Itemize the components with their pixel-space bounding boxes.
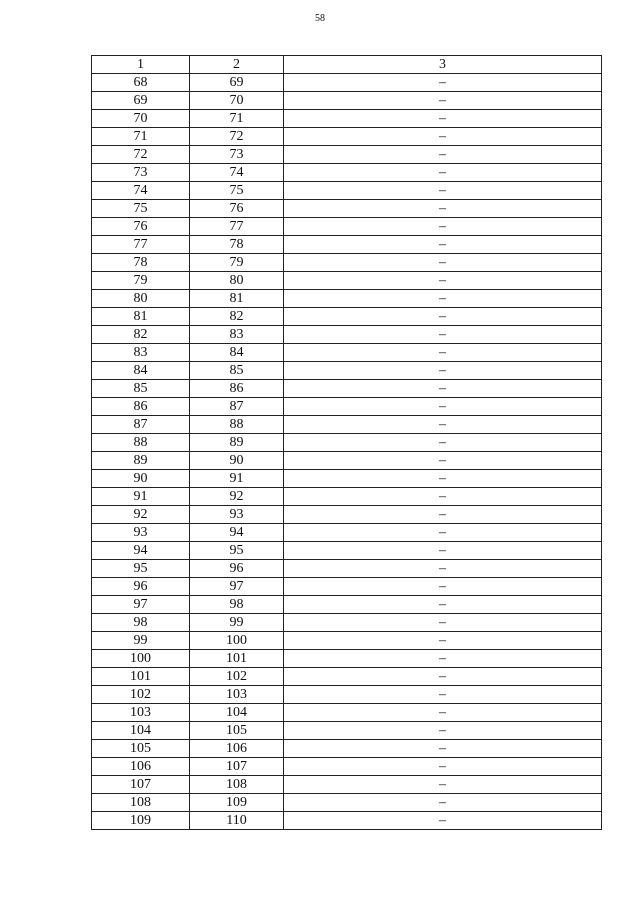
table-cell: – [284, 272, 602, 290]
table-cell: 79 [92, 272, 190, 290]
table-row [92, 632, 602, 650]
table-cell: 81 [92, 308, 190, 326]
table-cell: 103 [190, 686, 284, 704]
table-cell: – [284, 110, 602, 128]
table-cell: 81 [190, 290, 284, 308]
table-cell: – [284, 380, 602, 398]
table-cell: – [284, 290, 602, 308]
table-cell: – [284, 326, 602, 344]
table-cell: 85 [92, 380, 190, 398]
table-cell: 101 [92, 668, 190, 686]
table-cell: 96 [190, 560, 284, 578]
table-row [92, 650, 602, 668]
table-row [92, 524, 602, 542]
table-cell: – [284, 704, 602, 722]
table-row [92, 758, 602, 776]
table-cell: 73 [92, 164, 190, 182]
table-cell: – [284, 614, 602, 632]
table-cell: – [284, 146, 602, 164]
table-cell: 88 [92, 434, 190, 452]
table-cell: 89 [190, 434, 284, 452]
table-cell: 80 [190, 272, 284, 290]
table-row [92, 254, 602, 272]
table-row [92, 362, 602, 380]
table-cell: 72 [92, 146, 190, 164]
table-cell: 94 [190, 524, 284, 542]
table-cell: 89 [92, 452, 190, 470]
table-cell: – [284, 308, 602, 326]
table-cell: – [284, 488, 602, 506]
table-cell: – [284, 434, 602, 452]
table-cell: – [284, 758, 602, 776]
table-row [92, 686, 602, 704]
table-row [92, 776, 602, 794]
table-row [92, 308, 602, 326]
table-cell: – [284, 398, 602, 416]
table-cell: 97 [92, 596, 190, 614]
table-cell: 109 [92, 812, 190, 830]
table-row [92, 398, 602, 416]
table-row [92, 542, 602, 560]
table-row [92, 506, 602, 524]
table-row [92, 380, 602, 398]
table-cell: 99 [190, 614, 284, 632]
table-cell: – [284, 416, 602, 434]
header-cell: 1 [92, 56, 190, 74]
table-row [92, 272, 602, 290]
table-cell: 95 [92, 560, 190, 578]
table-row [92, 614, 602, 632]
table-cell: 86 [92, 398, 190, 416]
table-cell: 105 [190, 722, 284, 740]
table-row [92, 560, 602, 578]
table-cell: – [284, 650, 602, 668]
table-cell: – [284, 254, 602, 272]
table-cell: 78 [92, 254, 190, 272]
table-cell: – [284, 344, 602, 362]
table-cell: 71 [190, 110, 284, 128]
table-cell: – [284, 542, 602, 560]
table-cell: 100 [190, 632, 284, 650]
table-cell: – [284, 200, 602, 218]
table-cell: 83 [92, 344, 190, 362]
table-row [92, 236, 602, 254]
table-row [92, 128, 602, 146]
table-row [92, 416, 602, 434]
table-cell: – [284, 164, 602, 182]
table-cell: 71 [92, 128, 190, 146]
table-cell: 73 [190, 146, 284, 164]
table-row [92, 488, 602, 506]
table-cell: 87 [190, 398, 284, 416]
table-cell: 98 [190, 596, 284, 614]
table-cell: 74 [92, 182, 190, 200]
table-cell: 68 [92, 74, 190, 92]
table-row [92, 218, 602, 236]
table-row [92, 470, 602, 488]
table-cell: 87 [92, 416, 190, 434]
table-cell: 70 [92, 110, 190, 128]
table-cell: – [284, 92, 602, 110]
table-cell: 107 [92, 776, 190, 794]
table-row [92, 578, 602, 596]
table-cell: – [284, 722, 602, 740]
table-cell: 94 [92, 542, 190, 560]
table-cell: 91 [190, 470, 284, 488]
table-row [92, 722, 602, 740]
table-cell: – [284, 560, 602, 578]
table-cell: 108 [190, 776, 284, 794]
table-cell: 69 [190, 74, 284, 92]
table-cell: 72 [190, 128, 284, 146]
table-cell: 69 [92, 92, 190, 110]
header-cell: 3 [284, 56, 602, 74]
table-cell: 95 [190, 542, 284, 560]
table-cell: 82 [190, 308, 284, 326]
table-row [92, 596, 602, 614]
table-cell: 102 [92, 686, 190, 704]
table-cell: – [284, 506, 602, 524]
table-cell: 76 [190, 200, 284, 218]
table-cell: – [284, 524, 602, 542]
table-cell: 90 [190, 452, 284, 470]
table-cell: 93 [190, 506, 284, 524]
table-cell: 93 [92, 524, 190, 542]
table-cell: 86 [190, 380, 284, 398]
table-cell: 91 [92, 488, 190, 506]
data-table [91, 55, 602, 830]
table-cell: 84 [190, 344, 284, 362]
table-cell: – [284, 776, 602, 794]
table-row [92, 74, 602, 92]
table-cell: 83 [190, 326, 284, 344]
table-cell: 82 [92, 326, 190, 344]
table-row [92, 812, 602, 830]
table-cell: – [284, 686, 602, 704]
table-cell: 99 [92, 632, 190, 650]
table-cell: 102 [190, 668, 284, 686]
table-cell: 105 [92, 740, 190, 758]
table-cell: – [284, 452, 602, 470]
table-cell: – [284, 578, 602, 596]
table-cell: 108 [92, 794, 190, 812]
table-cell: 92 [92, 506, 190, 524]
table-cell: 75 [190, 182, 284, 200]
table-cell: – [284, 668, 602, 686]
table-row [92, 344, 602, 362]
table-row [92, 290, 602, 308]
table-cell: – [284, 470, 602, 488]
table-cell: 104 [190, 704, 284, 722]
table-cell: 90 [92, 470, 190, 488]
table-cell: 98 [92, 614, 190, 632]
table-row [92, 200, 602, 218]
page-number: 58 [315, 13, 325, 24]
table-cell: 100 [92, 650, 190, 668]
table-cell: – [284, 812, 602, 830]
table-cell: 77 [190, 218, 284, 236]
header-cell: 2 [190, 56, 284, 74]
table-cell: 74 [190, 164, 284, 182]
table-cell: 79 [190, 254, 284, 272]
table-row [92, 182, 602, 200]
table-cell: 85 [190, 362, 284, 380]
table-cell: 76 [92, 218, 190, 236]
table-cell: 103 [92, 704, 190, 722]
table-cell: – [284, 362, 602, 380]
table-row [92, 326, 602, 344]
table-cell: 78 [190, 236, 284, 254]
table-cell: 80 [92, 290, 190, 308]
table-row [92, 704, 602, 722]
table-cell: – [284, 596, 602, 614]
table-cell: 92 [190, 488, 284, 506]
table-row [92, 110, 602, 128]
table-cell: 110 [190, 812, 284, 830]
table-cell: – [284, 632, 602, 650]
table-row [92, 92, 602, 110]
table-cell: 96 [92, 578, 190, 596]
table-cell: 101 [190, 650, 284, 668]
table-cell: – [284, 218, 602, 236]
table-cell: 97 [190, 578, 284, 596]
table-cell: – [284, 236, 602, 254]
table-cell: 109 [190, 794, 284, 812]
table-cell: – [284, 128, 602, 146]
table-header-row [92, 56, 602, 74]
table-cell: – [284, 182, 602, 200]
table-row [92, 668, 602, 686]
table-body [92, 56, 602, 830]
table-cell: – [284, 794, 602, 812]
table-row [92, 452, 602, 470]
table-cell: 70 [190, 92, 284, 110]
table-cell: 106 [190, 740, 284, 758]
table-row [92, 164, 602, 182]
table-cell: 77 [92, 236, 190, 254]
table-cell: 106 [92, 758, 190, 776]
table-cell: – [284, 740, 602, 758]
table-cell: 75 [92, 200, 190, 218]
table-row [92, 434, 602, 452]
table-cell: 104 [92, 722, 190, 740]
table-row [92, 146, 602, 164]
table-cell: – [284, 74, 602, 92]
table-cell: 107 [190, 758, 284, 776]
table-cell: 84 [92, 362, 190, 380]
table-row [92, 740, 602, 758]
table-cell: 88 [190, 416, 284, 434]
table-row [92, 794, 602, 812]
